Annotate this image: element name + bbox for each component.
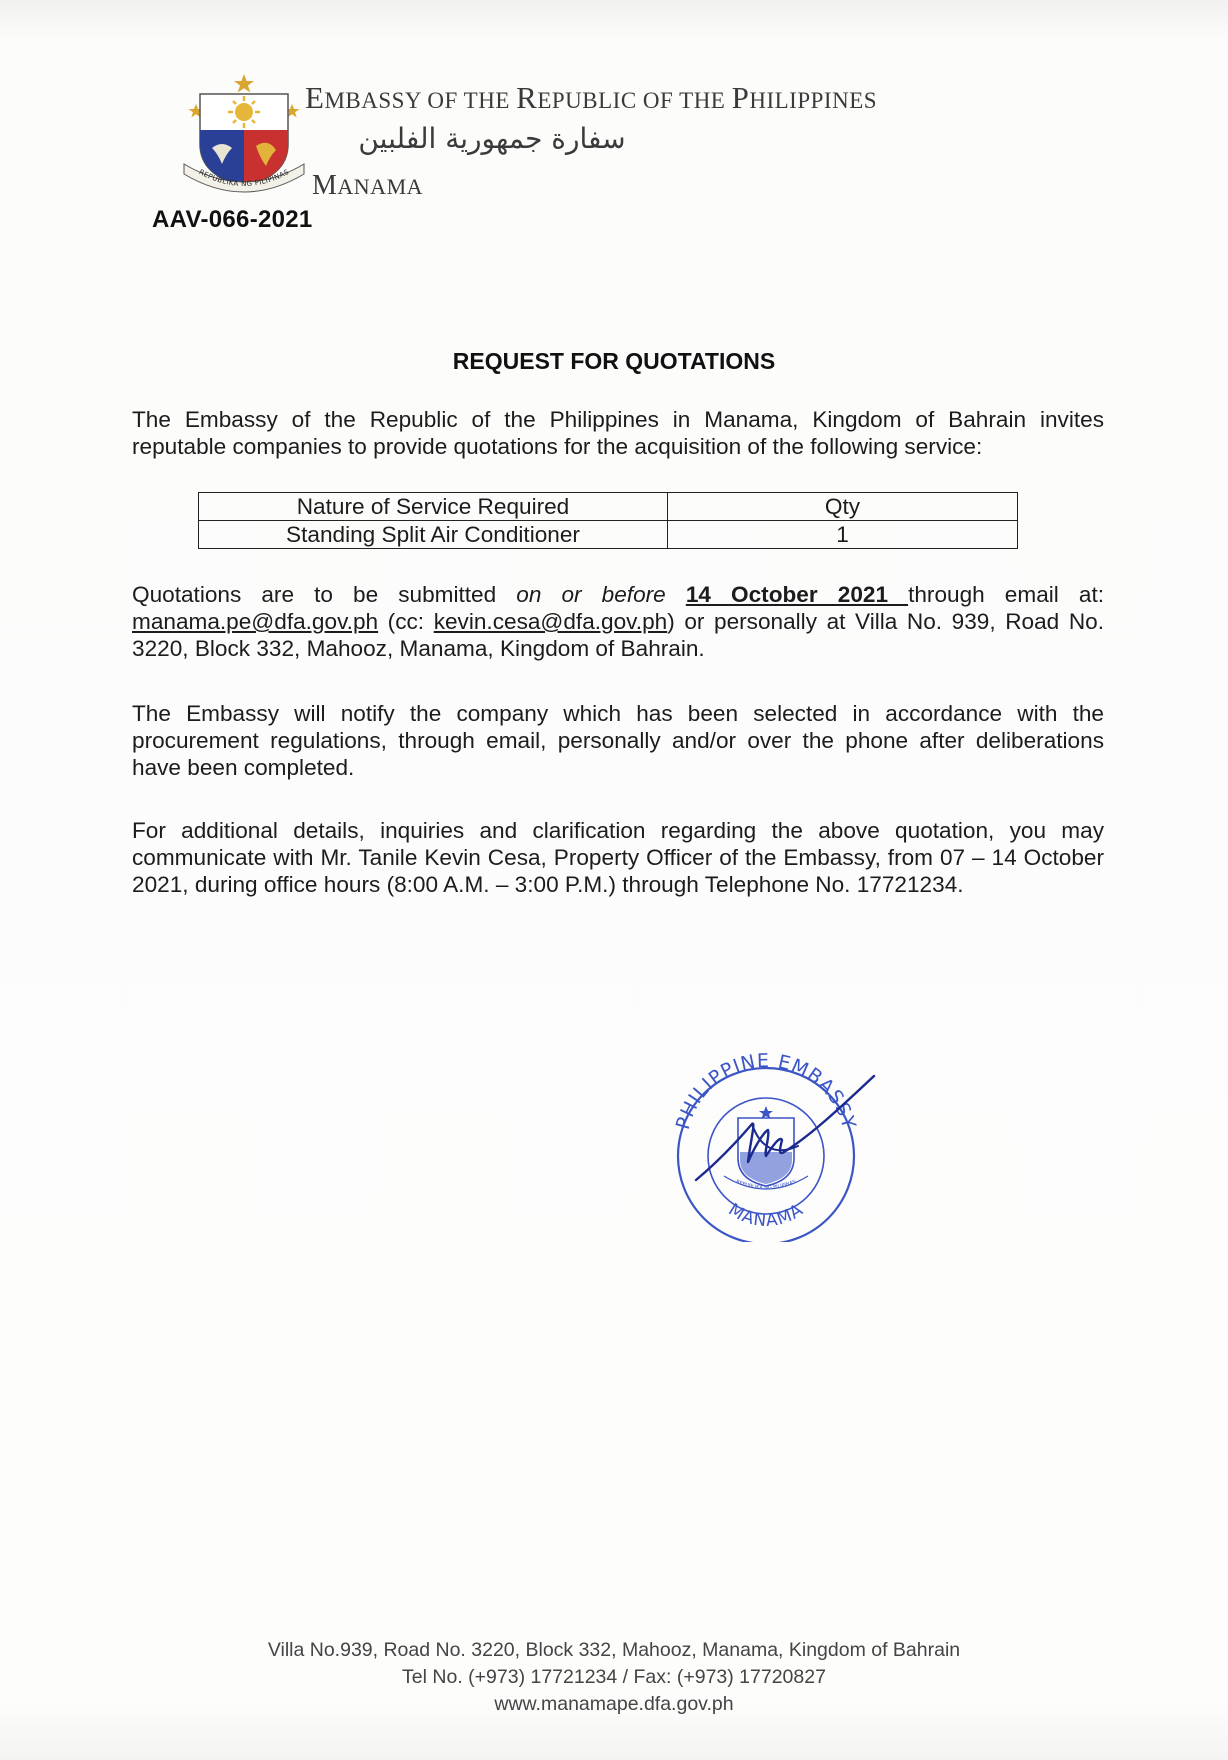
table-header-cell: Qty xyxy=(668,493,1018,521)
footer-contact: Tel No. (+973) 17721234 / Fax: (+973) 17720827 xyxy=(402,1666,826,1688)
intro-paragraph: The Embassy of the Republic of the Philippines in Manama, Kingdom of Bahrain invites reputable companies to provide quotations for the acquisition of the following service: xyxy=(132,407,1104,459)
embassy-title-arabic: سفارة جمهورية الفلبين xyxy=(358,122,626,155)
primary-email-link[interactable]: manama.pe@dfa.gov.ph xyxy=(132,609,379,634)
table-cell: Standing Split Air Conditioner xyxy=(199,521,668,549)
footer-address: Villa No.939, Road No. 3220, Block 332, Mahooz, Manama, Kingdom of Bahrain xyxy=(267,1639,961,1661)
reference-number: AAV-066-2021 xyxy=(152,206,313,233)
service-table xyxy=(198,492,1018,549)
table-header-row xyxy=(199,493,1018,521)
cc-email-link[interactable]: kevin.cesa@dfa.gov.ph xyxy=(433,609,668,634)
table-cell: 1 xyxy=(668,521,1018,549)
philippine-coat-of-arms-logo xyxy=(178,72,310,202)
deadline-emphasis: on or before xyxy=(516,582,666,607)
svg-text:MANAMA xyxy=(725,1200,807,1231)
seal-scroll-text: REPUBLIKA NG PILIPINAS xyxy=(197,167,291,189)
stamp-inner-text: REPUBLIKA NG PILIPINAS xyxy=(735,1178,797,1192)
embassy-city: MANAMA xyxy=(312,170,424,201)
svg-text:PHILIPPINE EMBASSY xyxy=(672,1052,860,1132)
deadline-date: 14 October 2021 xyxy=(685,582,909,607)
table-header-cell: Nature of Service Required xyxy=(199,493,668,521)
submission-paragraph: Quotations are to be submitted on or before 14 October 2021 through email at: manama.pe@dfa.gov.ph (cc: kevin.cesa@dfa.gov.ph) or personally at Villa No. 939, Road No. 3220, Block 332, Mahooz, Manama, Kingdom of Bahrain. xyxy=(132,582,1104,661)
footer-website-link[interactable]: www.manamape.dfa.gov.ph xyxy=(494,1693,734,1715)
stamp-bottom-text: MANAMA xyxy=(724,1199,808,1232)
stamp-top-text: PHILIPPINE EMBASSY xyxy=(671,1052,861,1132)
notification-paragraph: The Embassy will notify the company which has been selected in accordance with the procurement regulations, through email, personally and/or over the phone after deliberations have been completed. xyxy=(132,701,1104,780)
document-title: REQUEST FOR QUOTATIONS xyxy=(452,348,776,374)
embassy-title: EMBASSY OF THE REPUBLIC OF THE PHILIPPINES xyxy=(305,80,878,115)
table-row xyxy=(199,521,1018,549)
embassy-stamp xyxy=(660,1052,880,1242)
details-paragraph: For additional details, inquiries and clarification regarding the above quotation, you may communicate with Mr. Tanile Kevin Cesa, Property Officer of the Embassy, from 07 – 14 October 2021, during office hours (8:00 A.M. – 3:00 P.M.) through Telephone No. 17721234. xyxy=(132,818,1104,897)
